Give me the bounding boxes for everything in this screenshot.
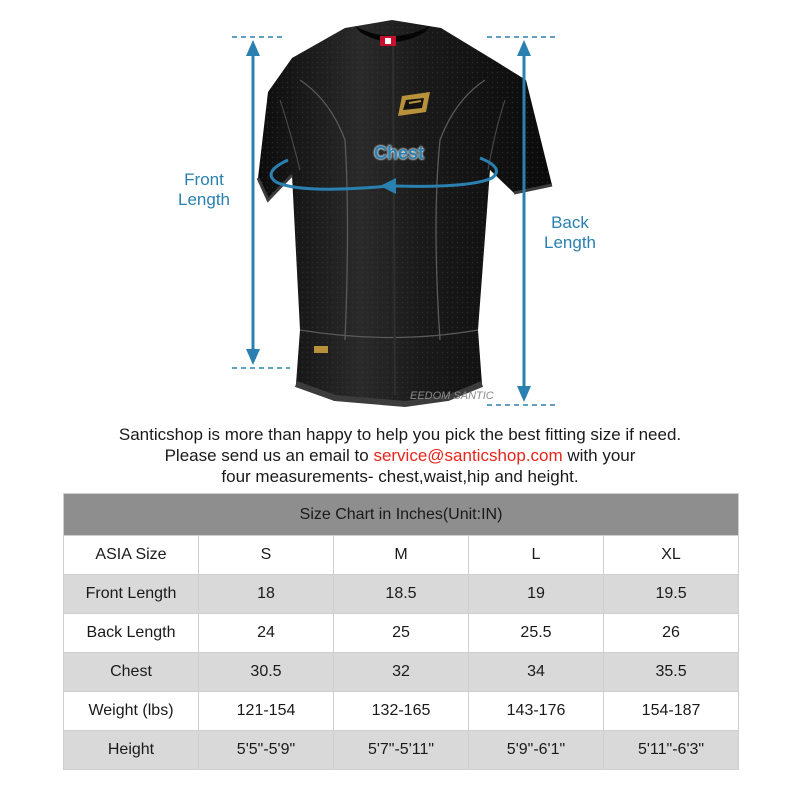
table-cell: 19 — [469, 575, 604, 614]
jersey-shape — [258, 20, 552, 404]
table-row — [64, 692, 739, 731]
table-cell: 5'11"-6'3" — [604, 731, 739, 770]
row-label: Weight (lbs) — [64, 692, 199, 731]
table-row — [64, 536, 739, 575]
table-cell: 143-176 — [469, 692, 604, 731]
table-cell: 30.5 — [199, 653, 334, 692]
table-cell: 32 — [334, 653, 469, 692]
table-cell: 18 — [199, 575, 334, 614]
table-cell: 5'7"-5'11" — [334, 731, 469, 770]
intro-line-2-after: with your — [562, 446, 636, 465]
front-length-label: Front Length — [178, 170, 230, 209]
size-chart-table — [63, 493, 739, 770]
table-caption-row — [64, 494, 739, 536]
table-cell: 5'9"-6'1" — [469, 731, 604, 770]
table-cell: L — [469, 536, 604, 575]
table-cell: 26 — [604, 614, 739, 653]
table-cell: 19.5 — [604, 575, 739, 614]
table-cell: 34 — [469, 653, 604, 692]
table-cell: M — [334, 536, 469, 575]
email-link[interactable]: service@santicshop.com — [373, 446, 563, 465]
table-cell: S — [199, 536, 334, 575]
table-caption: Size Chart in Inches(Unit:IN) — [64, 494, 739, 536]
row-label: Chest — [64, 653, 199, 692]
table-cell: 132-165 — [334, 692, 469, 731]
intro-line-2-before: Please send us an email to — [164, 446, 374, 465]
row-label: Front Length — [64, 575, 199, 614]
table-cell: 24 — [199, 614, 334, 653]
row-label: Back Length — [64, 614, 199, 653]
table-cell: 25 — [334, 614, 469, 653]
pocket-logo-icon — [314, 346, 328, 353]
chest-label: Chest — [373, 143, 424, 163]
table-cell: 35.5 — [604, 653, 739, 692]
table-cell: 18.5 — [334, 575, 469, 614]
table-row — [64, 575, 739, 614]
row-label: ASIA Size — [64, 536, 199, 575]
table-row — [64, 653, 739, 692]
intro-line-3: four measurements- chest,waist,hip and height. — [221, 467, 579, 486]
table-cell: 154-187 — [604, 692, 739, 731]
hem-wordmark: EEDOM SANTIC — [410, 390, 494, 402]
back-length-label: Back Length — [544, 213, 596, 252]
intro-line-1: Santicshop is more than happy to help you pick the best fitting size if need. — [118, 425, 682, 444]
row-label: Height — [64, 731, 199, 770]
table-cell: 5'5"-5'9" — [199, 731, 334, 770]
table-cell: XL — [604, 536, 739, 575]
table-cell: 25.5 — [469, 614, 604, 653]
intro-text — [0, 424, 800, 487]
intro-line-2 — [0, 445, 800, 466]
table-row — [64, 731, 739, 770]
table-row — [64, 614, 739, 653]
table-cell: 121-154 — [199, 692, 334, 731]
